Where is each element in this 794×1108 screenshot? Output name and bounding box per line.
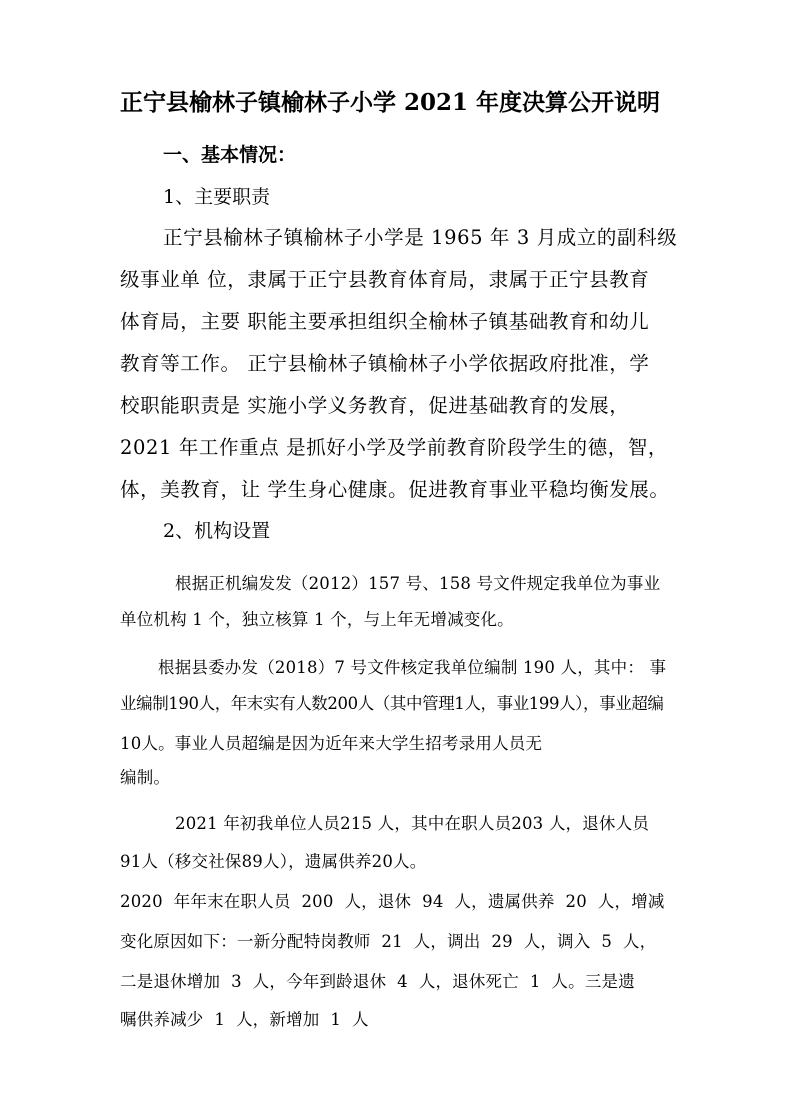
text-line: 体，美教育，让 学生身心健康。促进教育事业平稳均衡发展。: [120, 478, 670, 501]
text-line: 2020 年年末在职人员 200 人，退休 94 人，遗属供养 20 人，增减: [120, 892, 665, 911]
text-line: 教育等工作。 正宁县榆林子镇榆林子小学依据政府批准，学: [120, 352, 650, 375]
text-line: 编制。: [120, 768, 171, 787]
text-line: 根据县委办发（2018）7 号文件核定我单位编制 190 人，其中： 事: [158, 658, 667, 677]
page-title: 正宁县榆林子镇榆林子小学 2021 年度决算公开说明: [120, 89, 661, 116]
text-line: 正宁县榆林子镇榆林子小学是 1965 年 3 月成立的副科级: [163, 226, 678, 249]
text-line: 二是退休增加 3 人，今年到龄退休 4 人，退休死亡 1 人。三是遗: [120, 972, 635, 991]
text-line: 2021 年初我单位人员215 人，其中在职人员203 人，退休人员: [175, 814, 650, 833]
text-line: 10人。事业人员超编是因为近年来大学生招考录用人员无: [120, 734, 543, 753]
text-line: 根据正机编发发（2012）157 号、158 号文件规定我单位为事业: [175, 574, 661, 593]
text-line: 变化原因如下：一新分配特岗教师 21 人，调出 29 人，调入 5 人，: [120, 932, 657, 951]
subheading-organization: 2、机构设置: [163, 520, 271, 542]
text-line: 单位机构 1 个，独立核算 1 个，与上年无增减变化。: [120, 610, 514, 629]
text-line: 体育局，主要 职能主要承担组织全榆林子镇基础教育和幼儿: [120, 310, 650, 333]
text-line: 校职能职责是 实施小学义务教育，促进基础教育的发展，: [120, 394, 630, 417]
text-line: 2021 年工作重点 是抓好小学及学前教育阶段学生的德，智，: [120, 436, 669, 459]
text-line: 嘱供养减少 1 人，新增加 1 人: [120, 1010, 369, 1029]
text-line: 91人（移交社保89人），遗属供养20人。: [120, 852, 427, 871]
section-heading-basic-info: 一、基本情况：: [163, 144, 297, 166]
text-line: 级事业单 位，隶属于正宁县教育体育局，隶属于正宁县教育: [120, 268, 650, 291]
text-line: 业编制190人，年末实有人数200人（其中管理1人，事业199人），事业超编: [120, 694, 664, 713]
subheading-main-duties: 1、主要职责: [163, 186, 271, 208]
